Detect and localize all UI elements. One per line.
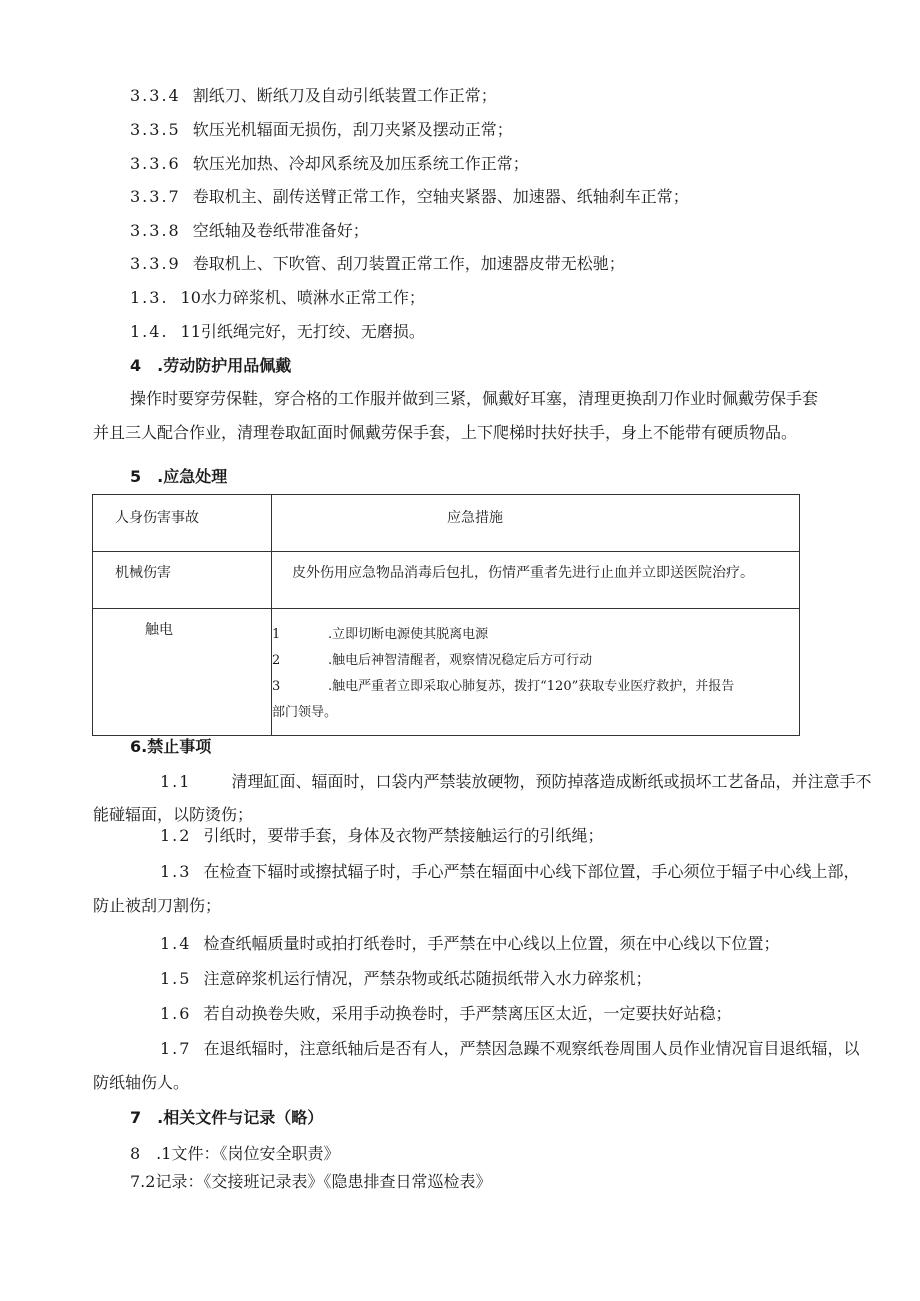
list-item: 1.2 引纸时，要带手套，身体及衣物严禁接触运行的引纸绳； [160,826,604,845]
table-header-cell: 应急措施 [447,510,503,526]
section-heading: 6.禁止事项 [130,737,212,756]
list-item: 3.3.5 软压光机辐面无损伤，刮刀夹紧及摆动正常； [130,120,513,139]
list-item-continuation: 部门领导。 [272,705,338,720]
table-header-row [93,495,800,552]
section-heading: 7 .相关文件与记录（略） [130,1108,324,1127]
list-item: 1.1 清理缸面、辐面时，口袋内严禁装放硬物，预防掉落造成断纸或损坏工艺备品，并注意手不 [160,772,872,791]
list-item: 1.7 在退纸辐时，注意纸轴后是否有人，严禁因急躁不观察纸卷周围人员作业情况盲目退纸辐，以 [160,1039,860,1058]
emergency-table [92,494,800,736]
list-item: 1.3. 10水力碎浆机、喷淋水正常工作； [130,288,425,307]
record-item: 7.2记录：《交接班记录表》《隐患排查日常巡检表》 [130,1172,492,1191]
table-cell: 机械伤害 [115,565,171,581]
list-item: 3.3.4 割纸刀、断纸刀及自动引纸装置工作正常； [130,86,497,105]
list-item: 3.3.6 软压光加热、冷却风系统及加压系统工作正常； [130,154,529,173]
table-row [93,552,800,609]
paragraph-line: 并且三人配合作业，清理卷取缸面时佩戴劳保手套，上下爬梯时扶好扶手，身上不能带有硬质物品。 [93,423,798,442]
list-item-continuation: 能碰辐面，以防烫伤； [93,805,254,824]
list-item: 2 .触电后神智清醒者，观察情况稳定后方可行动 [272,653,593,668]
list-item: 3.3.9 卷取机上、下吹管、刮刀装置正常工作，加速器皮带无松驰； [130,254,625,273]
table-header-cell: 人身伤害事故 [115,510,199,526]
list-item: 1.6 若自动换卷失败，采用手动换卷时，手严禁离压区太近，一定要扶好站稳； [160,1004,732,1023]
list-item-continuation: 防止被刮刀割伤； [93,896,222,915]
list-item: 3.3.8 空纸轴及卷纸带准备好； [130,221,369,240]
list-item: 3.3.7 卷取机主、副传送臂正常工作，空轴夹紧器、加速器、纸轴刹车正常； [130,187,689,206]
table-cell: 触电 [145,622,173,638]
table-cell: 皮外伤用应急物品消毒后包扎，伤情严重者先进行止血并立即送医院治疗。 [292,565,754,581]
list-item: 1.4. 11引纸绳完好，无打绞、无磨损。 [130,322,425,341]
record-item: 8 .1文件：《岗位安全职责》 [130,1144,340,1163]
list-item: 1 .立即切断电源使其脱离电源 [272,627,489,642]
list-item-continuation: 防纸轴伤人。 [93,1073,190,1092]
list-item: 1.4 检查纸幅质量时或拍打纸卷时，手严禁在中心线以上位置，须在中心线以下位置； [160,934,780,953]
list-item: 1.5 注意碎浆机运行情况，严禁杂物或纸芯随损纸带入水力碎浆机； [160,969,652,988]
section-heading: 5 .应急处理 [130,467,228,486]
section-heading: 4 .劳动防护用品佩戴 [130,356,292,375]
list-item: 3 .触电严重者立即采取心肺复苏，拨打“120”获取专业医疗救护，并报告 [272,679,735,694]
list-item: 1.3 在检查下辐时或擦拭辐子时，手心严禁在辐面中心线下部位置，手心须位于辐子中心线上部， [160,862,860,881]
paragraph-line: 操作时要穿劳保鞋，穿合格的工作服并做到三紧，佩戴好耳塞，清理更换刮刀作业时佩戴劳保手套 [130,389,819,408]
table-row [93,609,800,736]
